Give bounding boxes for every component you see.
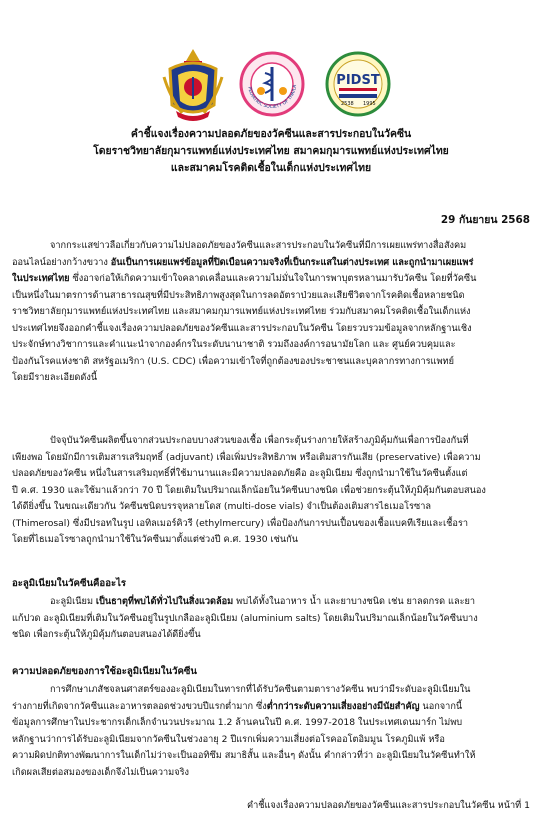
- paragraph-line: โดยที่ไธเมอโรซาลถูกนำมาใช้ในวัคซีนมาตั้งแต่ช่วงปี ค.ศ. 1930 เช่นกัน: [12, 534, 298, 545]
- paragraph-line: ความผิดปกติทางพัฒนาการในเด็กไม่ว่าจะเป็นออทิซึม สมาธิสั้น และอื่นๆ ดังนั้น คำกล่าวที่ว่า อะลูมิเนียมในวัคซีนทำให้: [12, 750, 476, 761]
- bold-text-run: ต่ำกว่าระดับความเสี่ยงอย่างมีนัยสำคัญ: [266, 700, 420, 712]
- pidst-wordmark: PIDST: [336, 73, 380, 88]
- bold-text-run: อันเป็นการเผยแพร่ข้อมูลที่ปิดเบือนความจริงที่เป็นกระแสในต่างประเทศ และถูกนำมาเผยแพร่: [110, 256, 474, 268]
- paragraph-line: [12, 271, 530, 288]
- paragraph-intro: [12, 238, 530, 387]
- seal-text: PEDIATRIC SOCIETY OF THAILA: [246, 84, 299, 111]
- title-line-3: และสมาคมโรคติดเชื้อในเด็กแห่งประเทศไทย: [170, 162, 372, 174]
- paragraph-line: โดยมีรายละเอียดดังนี้: [12, 372, 98, 383]
- bold-text-run: เป็นธาตุที่พบได้ทั่วไปในสิ่งแวดล้อม: [95, 596, 234, 607]
- paragraph-line: ชนิด เพื่อกระตุ้นให้ภูมิคุ้มกันตอบสนองได้ดียิ่งขึ้น: [12, 629, 201, 640]
- paragraph-line: ปี ค.ศ. 1930 และใช้มาแล้วกว่า 70 ปี โดยเติมในปริมาณเล็กน้อยในวัคซีนบางชนิด เพื่อช่วยกระตุ้นให้ภูมิคุ้มกันตอบสนอง: [12, 484, 486, 496]
- paragraph-line: เพียงพอ โดยมักมีการเติมสารเสริมฤทธิ์ (adjuvant) เพื่อเพิ่มประสิทธิภาพ หรือเติมสารกันเสีย (preservative) เพื่อความ: [12, 451, 481, 463]
- paragraph-line: ประเทศไทยจึงออกคำชี้แจงเรื่องความปลอดภัยของวัคซีนและสารประกอบในวัคซีน โดยรวบรวมข้อมูลจากหลักฐานเชิง: [12, 322, 472, 334]
- paragraph-line: เกิดผลเสียต่อสมองของเด็กจึงไม่เป็นความจริง: [12, 766, 190, 778]
- logo-row: [0, 49, 542, 121]
- title-line-2: โดยราชวิทยาลัยกุมารแพทย์แห่งประเทศไทย สมาคมกุมารแพทย์แห่งประเทศไทย: [93, 145, 449, 157]
- paragraph-line: จากกระแสข่าวลือเกี่ยวกับความไม่ปลอดภัยของวัคซีนและสารประกอบในวัคซีนที่มีการเผยแพร่ทางสื่อสังคม: [50, 240, 467, 251]
- title-line-1: คำชี้แจงเรื่องความปลอดภัยของวัคซีนและสารประกอบในวัคซีน: [130, 128, 412, 140]
- paragraph-line: ป้องกันโรคแห่งชาติ สหรัฐอเมริกา (U.S. CDC) เพื่อความเข้าใจที่ถูกต้องของประชาชนและบุคลากรทางการแพทย์: [12, 355, 454, 367]
- paragraph-line: ได้ดียิ่งขึ้น ในขณะเดียวกัน วัคซีนชนิดบรรจุหลายโดส (multi-dose vials) จำเป็นต้องเติมสารไธเมอโรซาล: [12, 501, 431, 512]
- royal-college-emblem: [162, 47, 224, 123]
- document-title-block: [0, 126, 542, 177]
- paragraph-safety: [12, 682, 530, 781]
- text-run: นอกจากนี้: [419, 700, 463, 712]
- paragraph-line: ประจักษ์ทางวิชาการและคำแนะนำจากองค์กรในระดับนานาชาติ รวมถึงองค์การอนามัยโลก และ ศูนย์ควบคุมและ: [12, 339, 456, 350]
- paragraph-line: [12, 255, 530, 272]
- section-heading-safety: ความปลอดภัยของการใช้อะลูมิเนียมในวัคซีน: [12, 666, 197, 677]
- text-run: อะลูมิเนียม: [50, 596, 96, 607]
- page-footer: คำชี้แจงเรื่องความปลอดภัยของวัคซีนและสารประกอบในวัคซีน หน้าที่ 1: [246, 800, 530, 811]
- text-run: ออนไลน์อย่างกว้างขวาง: [12, 256, 111, 268]
- paragraph-aluminium: [12, 594, 530, 644]
- pidst-year-left: 2538: [341, 101, 354, 107]
- bold-text-run: ในประเทศไทย: [12, 273, 70, 284]
- text-run: พบได้ทั้งในอาหาร น้ำ และยาบางชนิด เช่น ยาลดกรด และยา: [233, 596, 476, 607]
- paragraph-line: [12, 699, 530, 716]
- paragraph-line: ราชวิทยาลัยกุมารแพทย์แห่งประเทศไทย และสมาคมกุมารแพทย์แห่งประเทศไทย ร่วมกับสมาคมโรคติดเชื้อในเด็กแห่ง: [12, 306, 471, 317]
- paragraph-line: [12, 594, 530, 611]
- pediatric-society-seal: [239, 51, 305, 117]
- paragraph-line: การศึกษาเภสัชจลนศาสตร์ของอะลูมิเนียมในทารกที่ได้รับวัคซีนตามตารางวัคซีน พบว่ามีระดับอะลูมิเนียมใน: [50, 684, 471, 695]
- paragraph-line: เป็นหนึ่งในมาตรการด้านสาธารณสุขที่มีประสิทธิภาพสูงสุดในการลดอัตราป่วยและเสียชีวิตจากโรคติดเชื้อหลายชนิด: [12, 289, 465, 301]
- paragraph-line: ปลอดภัยของวัคซีน หนึ่งในสารเสริมฤทธิ์ที่ใช้มานานและมีความปลอดภัยคือ อะลูมิเนียม ซึ่งถูกนำมาใช้ในวัคซีนตั้งแต่: [12, 468, 468, 479]
- paragraph-line: แก้ปวด อะลูมิเนียมที่เติมในวัคซีนอยู่ในรูปเกลืออะลูมิเนียม (aluminium salts) โดยเติมในปริมาณเล็กน้อยในวัคซีนบาง: [12, 612, 478, 624]
- pidst-year-right: 1995: [363, 101, 376, 107]
- paragraph-line: ข้อมูลการศึกษาในประชากรเด็กเล็กจำนวนประมาณ 1.2 ล้านคนในปี ค.ศ. 1997-2018 ในประเทศเดนมาร์ก ไม่พบ: [12, 717, 463, 728]
- text-run: ร่างกายที่เกิดจากวัคซีนและอาหารตลอดช่วงขวบปีแรกต่ำมาก ซึ่ง: [12, 700, 267, 712]
- pidst-logo: [325, 51, 391, 117]
- paragraph-line: ปัจจุบันวัคซีนผลิตขึ้นจากส่วนประกอบบางส่วนของเชื้อ เพื่อกระตุ้นร่างกายให้สร้างภูมิคุ้มกันเพื่อการป้องกันที่: [50, 435, 469, 446]
- paragraph-line: หลักฐานว่าการได้รับอะลูมิเนียมจากวัคซีนในช่วงอายุ 2 ปีแรกเพิ่มความเสี่ยงต่อโรคออโตอิมมูน โรคภูมิแพ้ หรือ: [12, 733, 445, 745]
- paragraph-vaccine-components: [12, 433, 530, 549]
- text-run: ซึ่งอาจก่อให้เกิดความเข้าใจคลาดเคลื่อนและความไม่มั่นใจในการพาบุตรหลานมารับวัคซีน โดยที่วัคซีน: [69, 273, 477, 284]
- section-heading-aluminium: อะลูมิเนียมในวัคซีนคืออะไร: [12, 578, 127, 589]
- document-date: 29 กันยายน 2568: [440, 214, 530, 226]
- paragraph-line: (Thimerosal) ซึ่งมีปรอทในรูป เอทิลเมอร์คิวรี (ethylmercury) เพื่อป้องกันการปนเปื้อนของเชื้อแบคทีเรียและเชื้อรา: [12, 517, 468, 529]
